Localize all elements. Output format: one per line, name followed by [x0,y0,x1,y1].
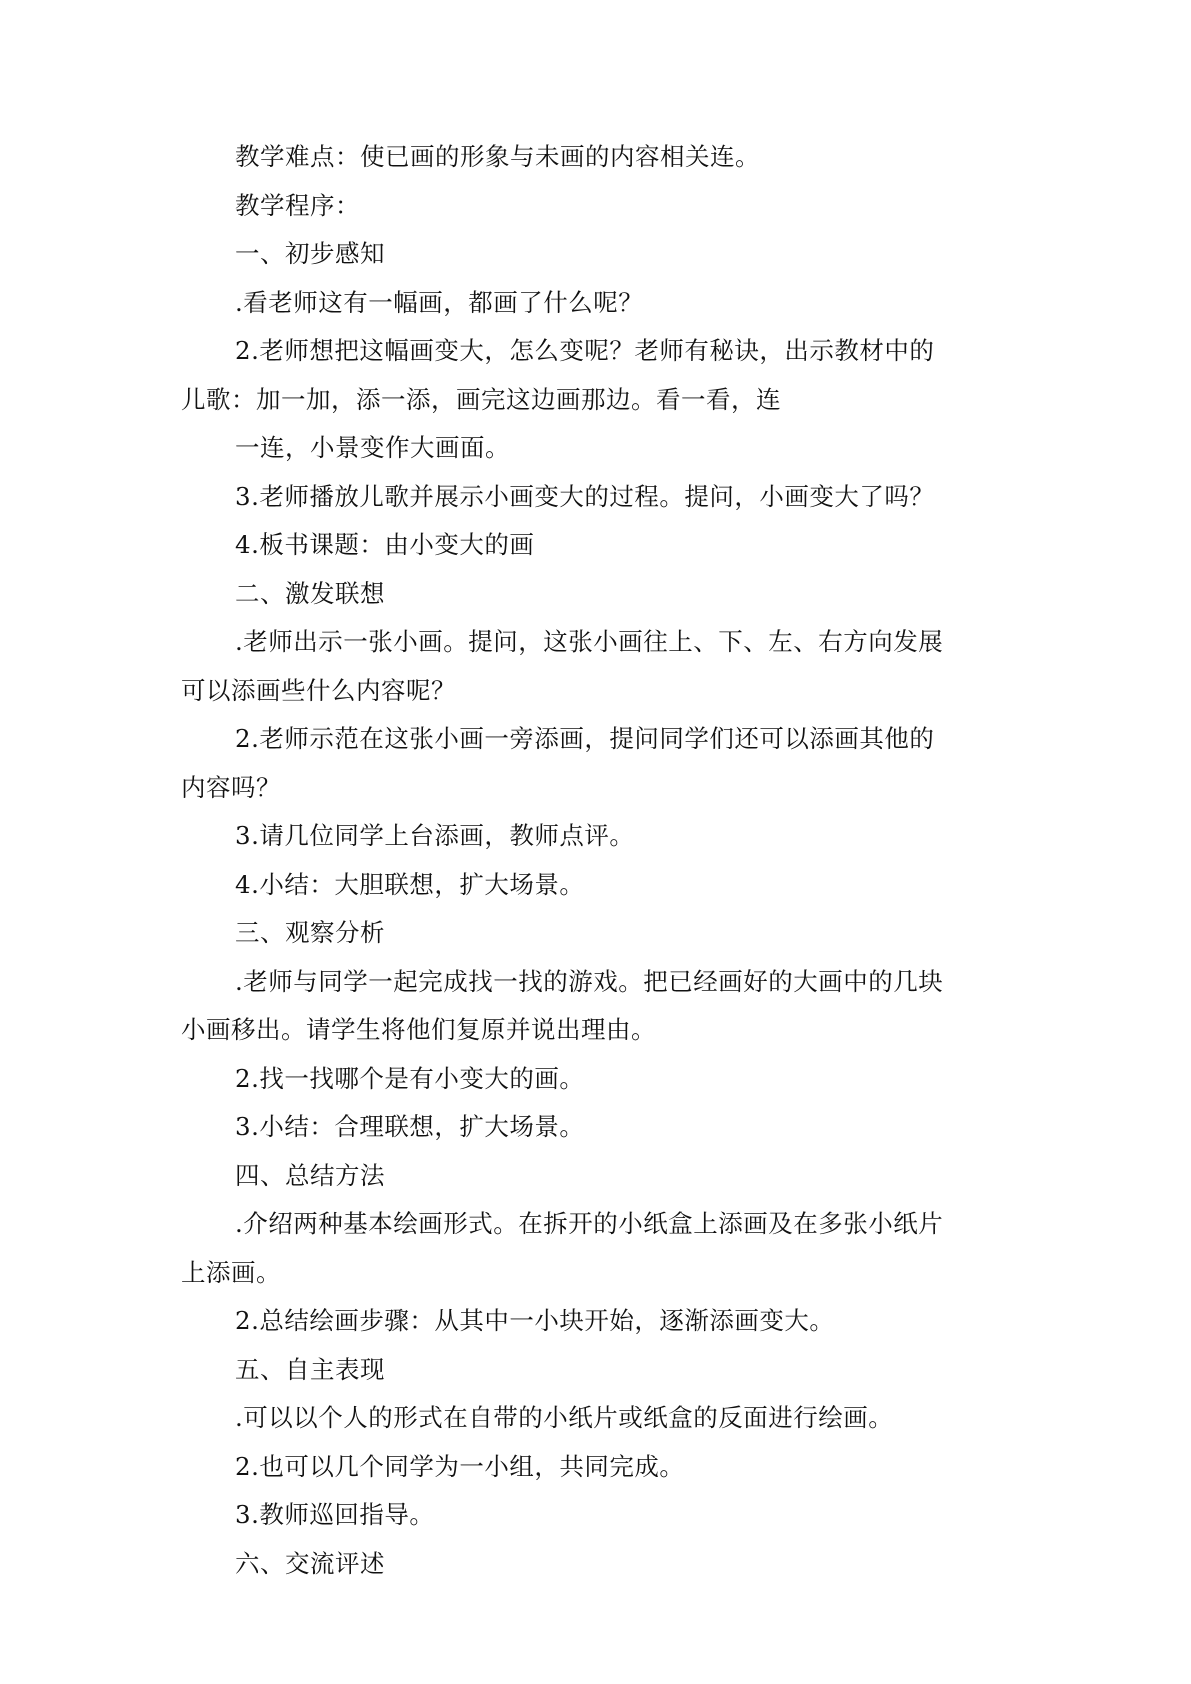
text-line: 六、交流评述 [235,1548,385,1578]
document-body [181,133,1011,1588]
text-line: 2.总结绘画步骤：从其中一小块开始，逐渐添画变大。 [235,1306,835,1335]
text-line: 4.板书课题：由小变大的画 [235,530,535,559]
text-line: 二、激发联想 [235,578,385,608]
text-line: 3.小结：合理联想，扩大场景。 [235,1112,585,1141]
text-line: .看老师这有一幅画，都画了什么呢？ [235,287,644,317]
text-line: 2.找一找哪个是有小变大的画。 [235,1063,585,1093]
text-line: 教学难点：使已画的形象与未画的内容相关连。 [235,142,760,171]
text-line: 2.也可以几个同学为一小组，共同完成。 [235,1451,685,1481]
text-line: 3.教师巡回指导。 [235,1500,435,1529]
text-line: 可以添画些什么内容呢？ [181,675,456,705]
text-line: 教学程序： [235,190,360,220]
text-line: .可以以个人的形式在自带的小纸片或纸盒的反面进行绘画。 [235,1403,894,1432]
text-line: 三、观察分析 [235,918,385,947]
text-line: 上添画。 [181,1257,281,1287]
text-line: 儿歌：加一加，添一添，画完这边画那边。看一看，连 [181,384,781,414]
text-line: 3.请几位同学上台添画，教师点评。 [235,821,635,850]
text-line: .介绍两种基本绘画形式。在拆开的小纸盒上添画及在多张小纸片 [235,1209,944,1238]
text-line: 一连，小景变作大画面。 [235,433,510,462]
text-line: 四、总结方法 [235,1160,385,1190]
text-line: 一、初步感知 [235,239,385,268]
text-line: .老师与同学一起完成找一找的游戏。把已经画好的大画中的几块 [235,966,944,996]
text-line: 五、自主表现 [235,1354,385,1384]
text-line: 4.小结：大胆联想，扩大场景。 [235,869,585,899]
text-line: 2.老师示范在这张小画一旁添画，提问同学们还可以添画其他的 [235,724,935,753]
text-line: .老师出示一张小画。提问，这张小画往上、下、左、右方向发展 [235,627,944,656]
text-line: 内容吗？ [181,772,281,802]
text-line: 2.老师想把这幅画变大，怎么变呢？老师有秘诀，出示教材中的 [235,336,935,365]
text-line: 3.老师播放儿歌并展示小画变大的过程。提问，小画变大了吗？ [235,481,935,511]
text-line: 小画移出。请学生将他们复原并说出理由。 [181,1015,656,1044]
